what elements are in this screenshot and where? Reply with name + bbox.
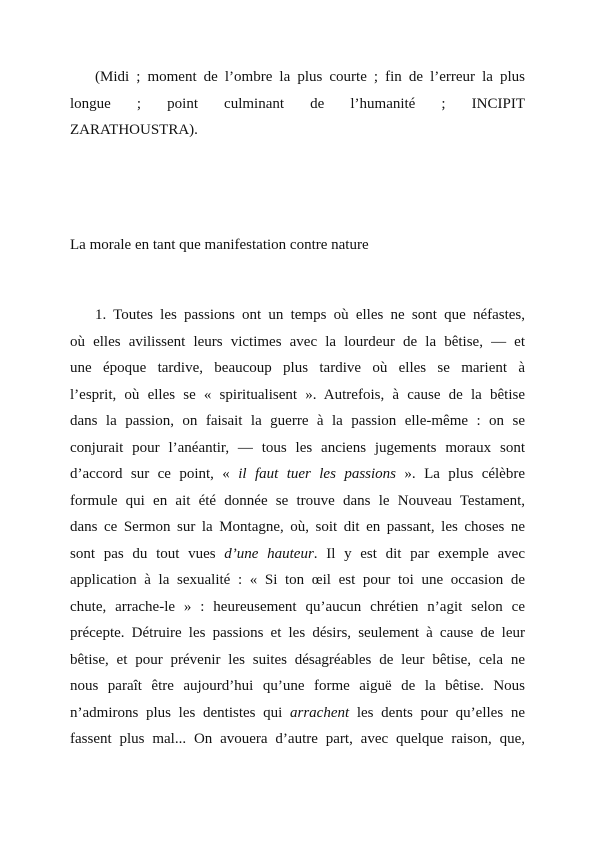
text-line: (Midi ; moment de l’ombre la plus courte ; fin de l’erreur la plus: [95, 69, 525, 85]
text-line: chute, arrache-le » : heureusement qu’aucun chrétien n’agit selon ce: [70, 598, 525, 615]
body-paragraph: [70, 302, 525, 753]
text-line: d’accord sur ce point, « il faut tuer les passions ». La plus célèbre: [70, 466, 525, 482]
text-line: dans ce Sermon sur la Montagne, où, soit dit en passant, les choses ne: [70, 519, 525, 535]
text-line: formule qui en ait été donnée se trouve dans le Nouveau Testament,: [70, 492, 525, 509]
text-line: ZARATHOUSTRA).: [70, 122, 198, 138]
text-line: bêtise, et pour prévenir les suites désagréables de leur bêtise, cela ne: [70, 651, 525, 668]
text-line: longue ; point culminant de l’humanité ; INCIPIT: [70, 95, 525, 112]
text-line: application à la sexualité : « Si ton œil est pour toi une occasion de: [70, 572, 525, 588]
text-line: n’admirons plus les dentistes qui arrachent les dents pour qu’elles ne: [70, 704, 525, 721]
text-line: sont pas du tout vues d’une hauteur. Il y est dit par exemple avec: [70, 545, 525, 562]
text-line: où elles avilissent leurs victimes avec la lourdeur de la bêtise, — et: [70, 333, 525, 350]
text-line: une époque tardive, beaucoup plus tardive où elles se marient à: [70, 360, 525, 376]
text-line: dans la passion, on faisait la guerre à la passion elle-même : on se: [70, 413, 525, 429]
text-line: l’esprit, où elles se « spiritualisent ». Autrefois, à cause de la bêtise: [70, 386, 525, 403]
text-line: précepte. Détruire les passions et les désirs, seulement à cause de leur: [70, 625, 525, 641]
italic-phrase: d’une hauteur: [224, 545, 314, 562]
text-line: 1. Toutes les passions ont un temps où elles ne sont que néfastes,: [95, 307, 525, 323]
italic-quote: il faut tuer les passions: [238, 466, 397, 482]
text-line: fassent plus mal... On avouera d’autre part, avec quelque raison, que,: [70, 731, 525, 747]
section-heading: [70, 232, 525, 259]
text-line: nous paraît être aujourd’hui qu’une forme aiguë de la bêtise. Nous: [70, 678, 525, 694]
italic-word: arrachent: [290, 704, 350, 721]
section-title: La morale en tant que manifestation contre nature: [70, 237, 369, 253]
prelude-paragraph: [70, 64, 525, 144]
text-line: conjurait pour l’anéantir, — tous les anciens jugements moraux sont: [70, 439, 525, 456]
